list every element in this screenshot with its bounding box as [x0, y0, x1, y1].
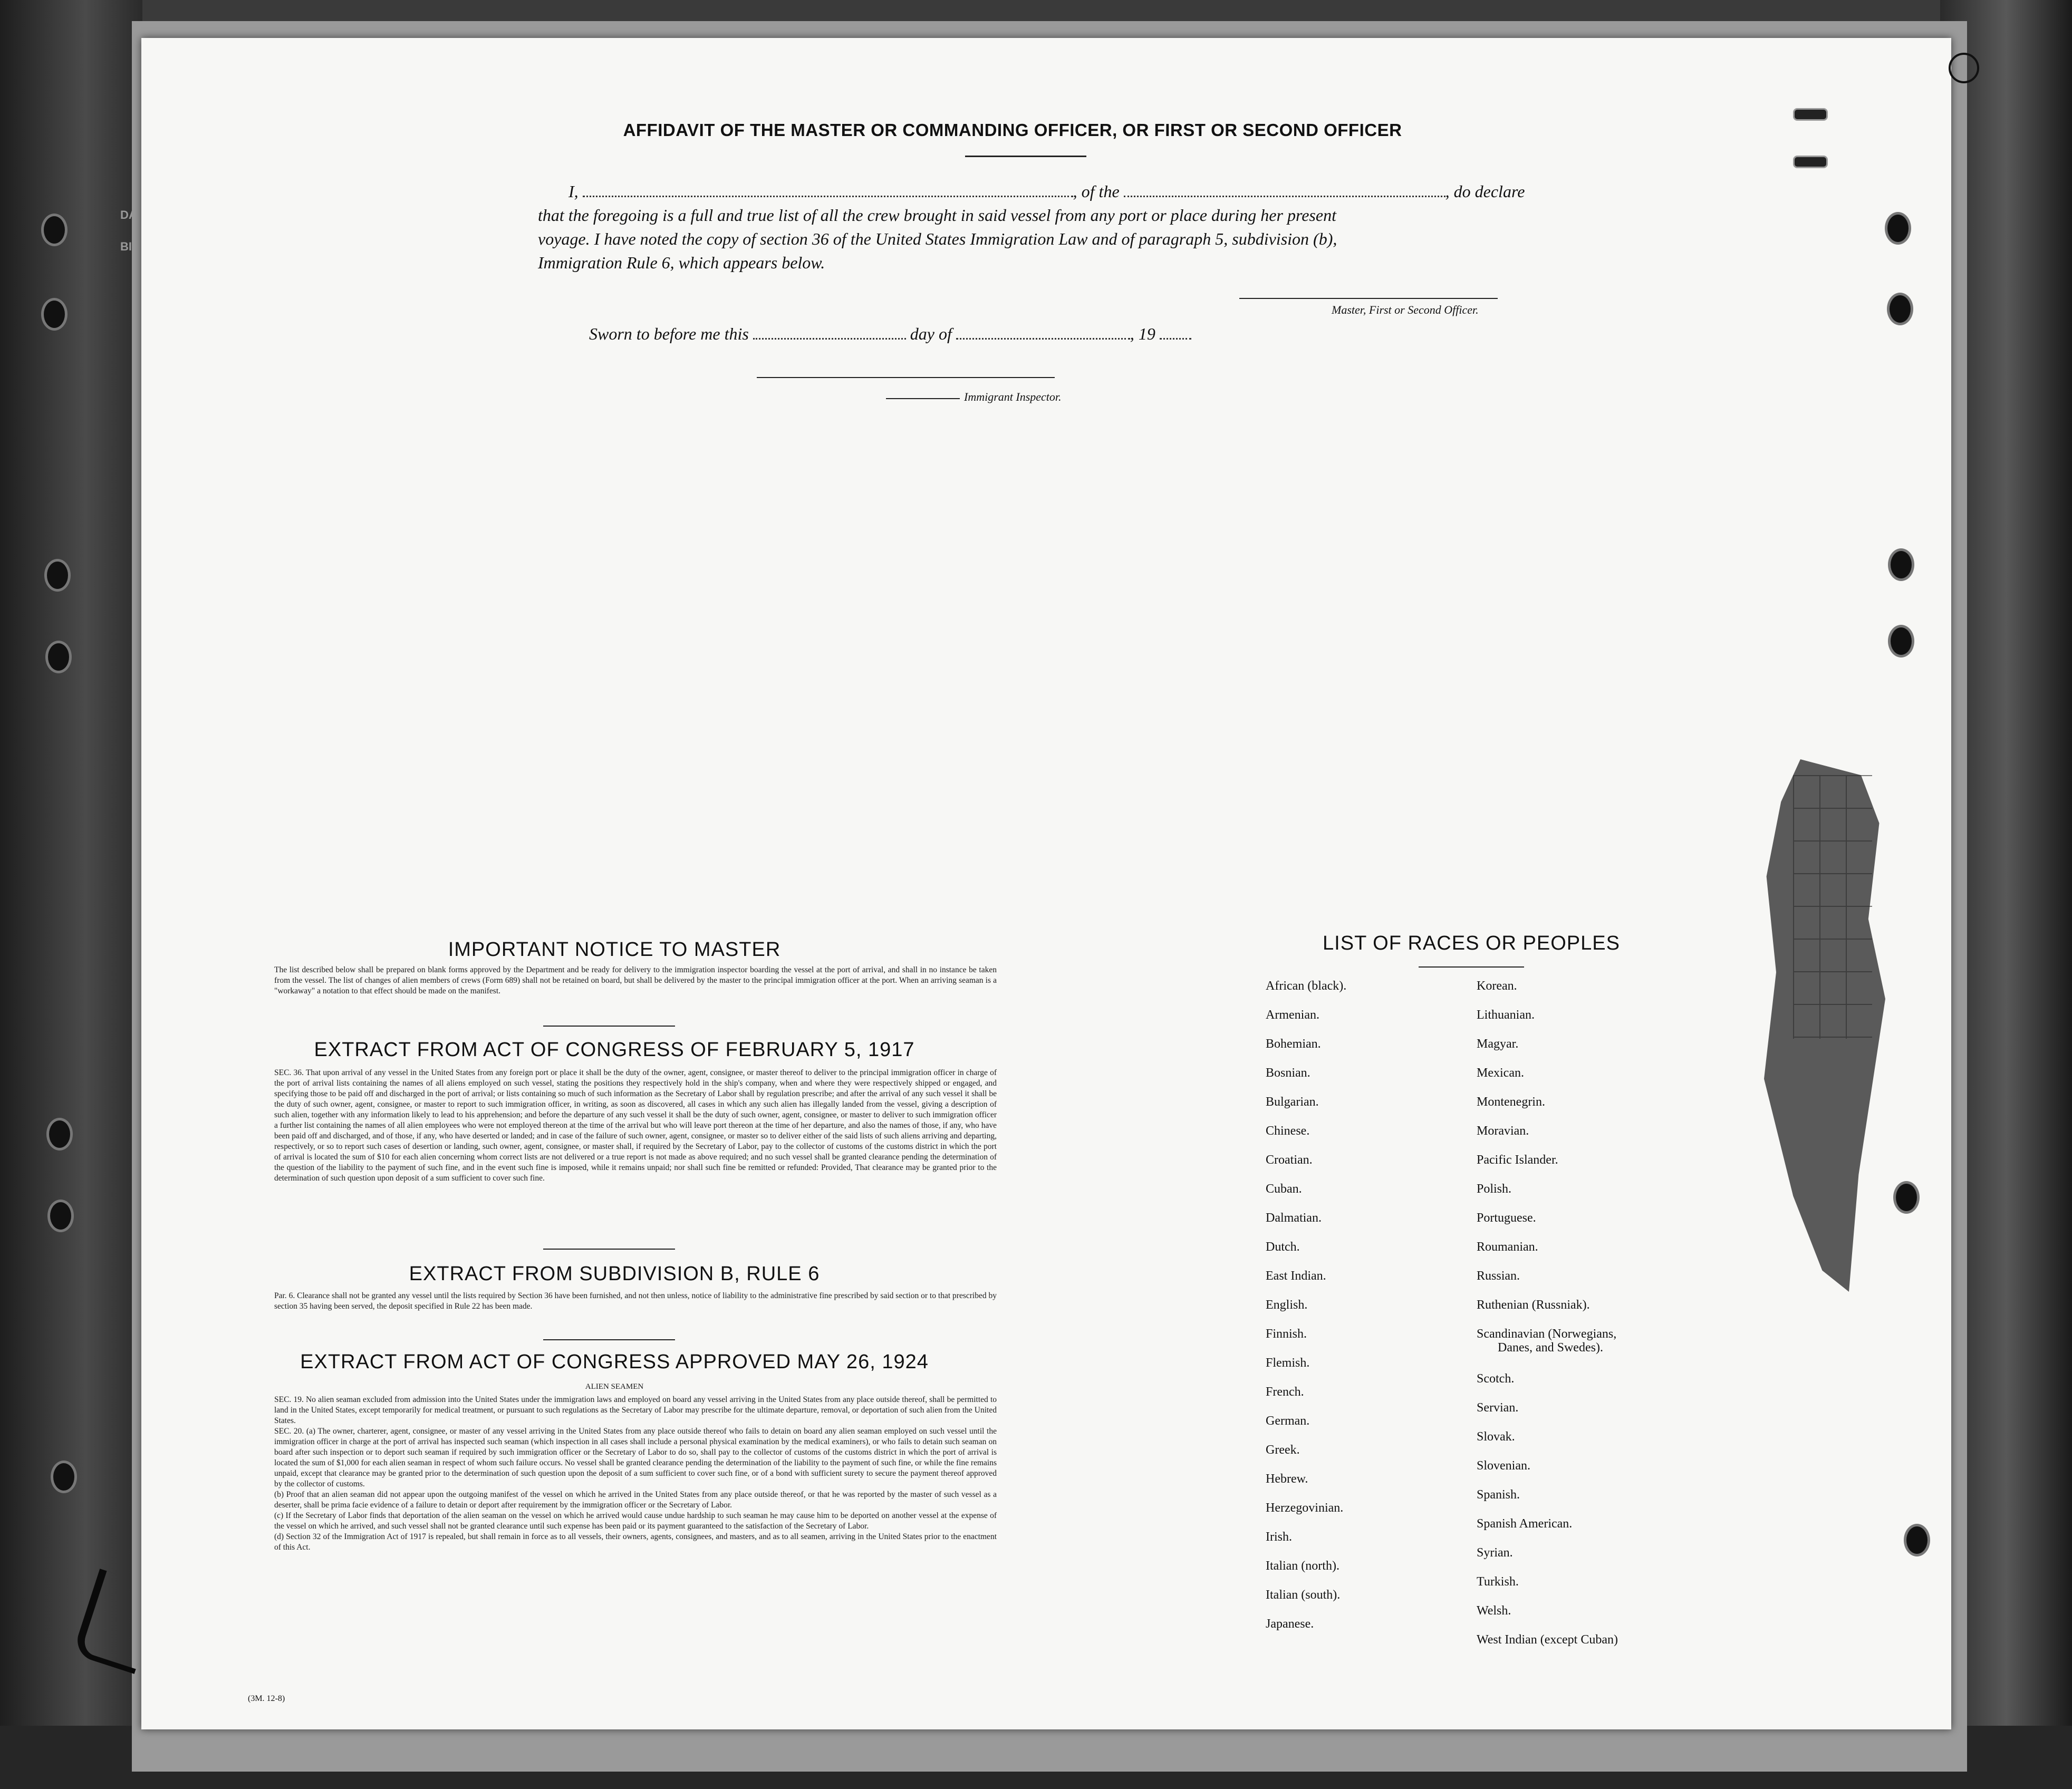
section-divider: [543, 1249, 675, 1250]
binder-hole-icon: [51, 1461, 77, 1493]
sworn-year-blank: [1160, 328, 1191, 340]
race-item: Turkish.: [1477, 1575, 1519, 1589]
title-underline: [965, 156, 1086, 157]
race-item: Magyar.: [1477, 1037, 1519, 1051]
race-item: Herzegovinian.: [1266, 1501, 1344, 1515]
binder-clip-icon: [1793, 156, 1828, 168]
sec-20a-paragraph: SEC. 20. (a) The owner, charterer, agent, consignee, or master of any vessel arriving in the United States from any place outside thereof who fails to detain on board any alien seaman employed on such vessel until the immigration officer in charge at the port of arrival has inspected such seaman (which inspection in all cases shall include a personal physical examination by the medical examiners), or who fails to detain such seaman on board after such inspection or to deport such seaman if required by such immigration officer or the Secretary of Labor to do so, shall pay to the collector of customs of the customs district in which the port of arrival is located the sum of $1,000 for each alien seaman in respect of whom such failure occurs. No vessel shall be granted clearance pending the determination of the liability to the payment of such fine, or while the fine remains unpaid, except that clearance may be granted prior to the determination of such question upon the deposit of a sum sufficient to cover such fine, or of a bond with sufficient surety to secure the payment thereof approved by the collector of customs.: [274, 1427, 997, 1488]
race-item: Russian.: [1477, 1269, 1520, 1283]
race-item: French.: [1266, 1385, 1304, 1399]
race-item: Armenian.: [1266, 1008, 1319, 1022]
race-item: Greek.: [1266, 1443, 1300, 1457]
edge-letters: DA: [120, 208, 137, 221]
race-item: Moravian.: [1477, 1124, 1529, 1138]
races-underline: [1419, 966, 1524, 968]
sworn-line: [589, 324, 1191, 344]
binder-hole-icon: [1888, 548, 1914, 581]
signature-caption: Master, First or Second Officer.: [1332, 303, 1479, 316]
race-item: Flemish.: [1266, 1356, 1310, 1370]
inspector-signature-line: [757, 377, 1055, 378]
extract-rule6-heading: EXTRACT FROM SUBDIVISION B, RULE 6: [409, 1263, 820, 1285]
affidavit-line-3: voyage. I have noted the copy of section 36 of the United States Immigration Law and of paragraph 5, subdivision (b),: [538, 229, 1337, 248]
race-item: Dutch.: [1266, 1240, 1300, 1254]
inspector-name-line: [886, 398, 960, 399]
binder-hole-icon: [46, 1118, 73, 1150]
race-item: Montenegrin.: [1477, 1095, 1545, 1109]
binder-clip-icon: [1793, 108, 1828, 121]
race-item: Chinese.: [1266, 1124, 1310, 1138]
race-item: Roumanian.: [1477, 1240, 1538, 1254]
race-item: Dalmatian.: [1266, 1211, 1322, 1225]
race-item: Japanese.: [1266, 1617, 1314, 1631]
torn-corner-grid: [1793, 775, 1872, 1039]
race-item: Bosnian.: [1266, 1066, 1310, 1080]
binder-hole-icon: [1893, 1181, 1920, 1214]
extract-1924-subheading: ALIEN SEAMEN: [585, 1382, 644, 1391]
scan-backdrop-left: [0, 0, 142, 1789]
race-item: Bohemian.: [1266, 1037, 1321, 1051]
affidavit-of-the: , of the: [1073, 182, 1120, 201]
race-item: Italian (south).: [1266, 1588, 1341, 1602]
sec-19-paragraph: SEC. 19. No alien seaman excluded from admission into the United States under the immigration laws and employed on board any vessel arriving in the United States from any place outside thereof, shall be permitted to land in the United States, except temporarily for medical treatment, or pursuant to such regulations as the Secretary of Labor may prescribe for the ultimate departure, removal, or deportation of such alien from the United States.: [274, 1395, 997, 1425]
race-item: Mexican.: [1477, 1066, 1524, 1080]
race-item: Lithuanian.: [1477, 1008, 1535, 1022]
race-item: Bulgarian.: [1266, 1095, 1319, 1109]
sec-20c-paragraph: (c) If the Secretary of Labor finds that deportation of the alien seaman on the vessel on which he arrived would cause undue hardship to such seaman he may cause him to be deported on another vessel at the expense of the vessel on which he arrived, and such vessel shall not be granted clearance until such expense has been paid or its payment guaranteed to the satisfaction of the Secretary of Labor.: [274, 1511, 997, 1531]
sworn-month-blank: [956, 328, 1130, 340]
extract-rule6-body: Par. 6. Clearance shall not be granted any vessel until the lists required by Section 36 have been furnished, and not then unless, notice of liability to the administrative fine prescribed by said section or to that prescribed by section 35 having been served, the deposit specified in Rule 22 has been made.: [274, 1291, 997, 1311]
sworn-year: , 19: [1130, 324, 1155, 343]
affidavit-line-2: that the foregoing is a full and true list of all the crew brought in said vessel from any port or place during her present: [538, 206, 1336, 225]
affidavit-title: AFFIDAVIT OF THE MASTER OR COMMANDING OFFICER, OR FIRST OR SECOND OFFICER: [623, 120, 1402, 140]
race-item: Scotch.: [1477, 1372, 1515, 1386]
race-item: English.: [1266, 1298, 1308, 1312]
race-item: Slovenian.: [1477, 1459, 1530, 1473]
race-item: Croatian.: [1266, 1153, 1313, 1167]
race-item: German.: [1266, 1414, 1310, 1428]
race-item: Ruthenian (Russniak).: [1477, 1298, 1590, 1312]
race-item: Slovak.: [1477, 1430, 1515, 1444]
binder-hole-icon: [1904, 1524, 1930, 1556]
race-item: Cuban.: [1266, 1182, 1302, 1196]
section-divider: [543, 1026, 675, 1027]
binder-hole-icon: [1888, 625, 1914, 657]
sworn-prefix: Sworn to before me this: [589, 324, 749, 343]
race-item: Hebrew.: [1266, 1472, 1308, 1486]
name-blank: [583, 186, 1073, 197]
races-heading: LIST OF RACES OR PEOPLES: [1323, 932, 1620, 954]
race-item: Spanish American.: [1477, 1517, 1573, 1531]
race-item: Irish.: [1266, 1530, 1292, 1544]
extract-1924-body: [274, 1395, 997, 1553]
notice-body: The list described below shall be prepared on blank forms approved by the Department and be ready for delivery to the immigration inspector boarding the vessel at the port of arrival, and shall in no instance be taken from the vessel. The list of changes of alien members of crews (Form 689) shall not be retained on board, but shall be delivered by the master to the principal immigration officer at the port. When an arriving seaman is a "workaway" a notation to that effect should be made on the manifest.: [274, 965, 997, 995]
signature-line: [1239, 298, 1498, 299]
form-number: (3M. 12-8): [248, 1694, 285, 1703]
extract-1917-heading: EXTRACT FROM ACT OF CONGRESS OF FEBRUARY 5, 1917: [314, 1039, 915, 1061]
binder-hole-icon: [45, 641, 72, 673]
race-item: Scandinavian (Norwegians,: [1477, 1327, 1617, 1341]
extract-1924-heading: EXTRACT FROM ACT OF CONGRESS APPROVED MAY 26, 1924: [300, 1351, 929, 1373]
race-item: Korean.: [1477, 979, 1517, 993]
sec-20b-paragraph: (b) Proof that an alien seaman did not appear upon the outgoing manifest of the vessel on which he arrived in the United States from any place outside thereof, or that he was reported by the master of such vessel as a deserter, shall be prima facie evidence of a failure to detain or deport after requirement by the immigration officer or the Secretary of Labor.: [274, 1490, 997, 1510]
race-item: Spanish.: [1477, 1488, 1520, 1502]
binder-hole-icon: [1887, 293, 1913, 325]
race-item: West Indian (except Cuban): [1477, 1633, 1618, 1647]
race-item: Syrian.: [1477, 1546, 1513, 1560]
affidavit-declare: , do declare: [1445, 182, 1525, 201]
race-item: Pacific Islander.: [1477, 1153, 1558, 1167]
section-divider: [543, 1339, 675, 1340]
race-item: Italian (north).: [1266, 1559, 1339, 1573]
edge-letters: BI: [120, 240, 132, 253]
binder-hole-icon: [41, 298, 68, 331]
sworn-day-blank: [753, 328, 906, 340]
race-item: Danes, and Swedes).: [1498, 1341, 1603, 1355]
affidavit-line-4: Immigration Rule 6, which appears below.: [538, 253, 825, 272]
affidavit-declaration-line: [568, 182, 1525, 201]
race-item: Portuguese.: [1477, 1211, 1536, 1225]
sworn-day-of: day of: [910, 324, 952, 343]
binder-hole-icon: [47, 1200, 74, 1232]
notice-heading: IMPORTANT NOTICE TO MASTER: [448, 939, 781, 961]
binder-hole-icon: [44, 559, 71, 592]
affidavit-i: I,: [568, 182, 579, 201]
vessel-blank: [1124, 186, 1445, 197]
race-item: Servian.: [1477, 1401, 1519, 1415]
sec-20d-paragraph: (d) Section 32 of the Immigration Act of 1917 is repealed, but shall remain in force as to all vessels, their owners, agents, consignees, and masters, and as to all seamen, arriving in the United States prior to the enactment of this Act.: [274, 1532, 997, 1552]
race-item: Finnish.: [1266, 1327, 1307, 1341]
page-circle-mark: [1949, 53, 1979, 83]
race-item: East Indian.: [1266, 1269, 1326, 1283]
race-item: Welsh.: [1477, 1604, 1511, 1618]
race-item: Polish.: [1477, 1182, 1512, 1196]
binder-hole-icon: [1885, 212, 1911, 245]
race-item: African (black).: [1266, 979, 1347, 993]
extract-1917-body: SEC. 36. That upon arrival of any vessel in the United States from any foreign port or place it shall be the duty of the owner, agent, consignee, or master thereof to deliver to the principal immigration officer in charge of the port of arrival lists containing the names of all aliens employed on such vessel, stating the positions they respectively hold in the ship's company, when and where they were respectively shipped or engaged, and specifying those to be paid off and discharged in the port of arrival; or lists containing so much of such information as the Secretary of Labor shall by regulation prescribe; and after the arrival of any such vessel it shall be the duty of such owner, agent, consignee, or master to report to such immigration officer, in writing, as soon as discovered, all cases in which any such alien has illegally landed from the vessel, giving a description of such alien, together with any information likely to lead to his apprehension; and before the departure of any such vessel it shall be the duty of such owner, agent, consignee, or master to deliver to such immigration officer a further list containing the names of all alien employees who were not employed thereon at the time of the arrival but who will leave port thereon at the time of her departure, and also the names of those, if any, who have been paid off and discharged, and of those, if any, who have deserted or landed; and in case of the failure of such owner, agent, consignee, or master so to deliver either of the said lists of such aliens arriving and departing, respectively, or so to report such cases of desertion or landing, such owner, agent, consignee, or master shall, if required by the Secretary of Labor, pay to the collector of customs of the customs district in which the port of arrival is located the sum of $10 for each alien concerning whom correct lists are not delivered or a true report is not made as above required; and no such vessel shall be granted clearance pending the determination of the question of the liability to the payment of such fine, and in the event such fine is imposed, while it remains unpaid; nor shall such fine be remitted or refunded: Provided, That clearance may be granted prior to the determination of such question upon deposit of a sum sufficient to cover such fine.: [274, 1068, 997, 1183]
binder-hole-icon: [41, 214, 68, 246]
inspector-caption: Immigrant Inspector.: [964, 390, 1062, 403]
